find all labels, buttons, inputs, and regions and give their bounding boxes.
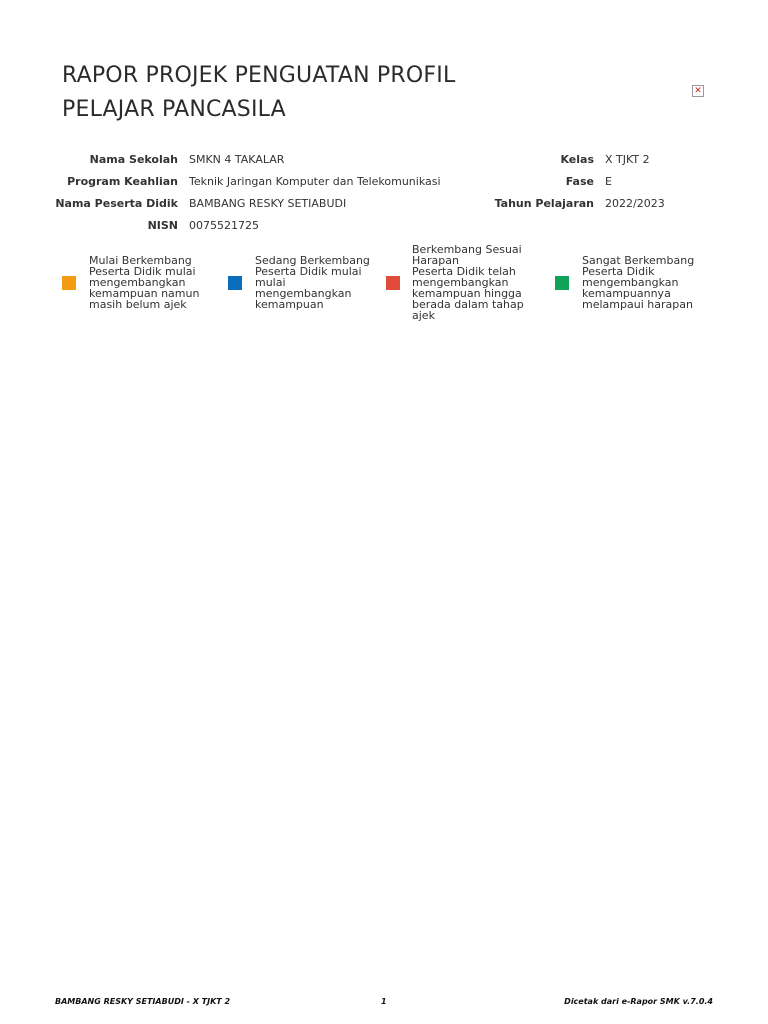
footer-page-number: 1 bbox=[381, 997, 387, 1006]
legend-line: Sangat Berkembang bbox=[582, 254, 695, 267]
legend-line: Peserta Didik mulai bbox=[89, 265, 196, 278]
info-value: SMKN 4 TAKALAR bbox=[189, 153, 285, 166]
legend-line: kemampuannya bbox=[582, 287, 671, 300]
info-label: NISN bbox=[147, 219, 178, 232]
info-row-kelas bbox=[400, 153, 594, 167]
info-label: Kelas bbox=[560, 153, 594, 166]
legend-text-sangat bbox=[582, 255, 694, 310]
legend-line: kemampuan bbox=[255, 298, 324, 311]
legend-line: ajek bbox=[412, 309, 435, 322]
legend-line: Peserta Didik telah bbox=[412, 265, 516, 278]
info-row-nama-sekolah bbox=[0, 153, 178, 167]
legend-swatch-sedang bbox=[228, 276, 242, 290]
legend-line: Mulai Berkembang bbox=[89, 254, 192, 267]
legend-line: mengembangkan bbox=[89, 276, 186, 289]
info-value: X TJKT 2 bbox=[605, 153, 650, 166]
info-value: 0075521725 bbox=[189, 219, 259, 232]
legend-text-sedang bbox=[255, 255, 370, 310]
legend-line: mulai bbox=[255, 276, 286, 289]
footer-printed-by: Dicetak dari e-Rapor SMK v.7.0.4 bbox=[564, 997, 713, 1006]
info-value: BAMBANG RESKY SETIABUDI bbox=[189, 197, 347, 210]
legend-line: mengembangkan bbox=[255, 287, 352, 300]
legend-line: Harapan bbox=[412, 254, 459, 267]
legend-text-sesuai-harapan bbox=[412, 244, 524, 321]
info-row-program-keahlian bbox=[0, 175, 178, 189]
info-value: 2022/2023 bbox=[605, 197, 665, 210]
legend-line: mengembangkan bbox=[412, 276, 509, 289]
info-value: E bbox=[605, 175, 612, 188]
legend-swatch-sangat bbox=[555, 276, 569, 290]
legend-line: melampaui harapan bbox=[582, 298, 693, 311]
info-value: Teknik Jaringan Komputer dan Telekomunikasi bbox=[189, 175, 441, 188]
legend-line: berada dalam tahap bbox=[412, 298, 524, 311]
report-title-line1: RAPOR PROJEK PENGUATAN PROFIL bbox=[62, 63, 456, 88]
legend-text-mulai bbox=[89, 255, 199, 310]
legend-line: kemampuan hingga bbox=[412, 287, 522, 300]
report-title bbox=[62, 59, 622, 127]
info-label: Fase bbox=[565, 175, 594, 188]
info-label: Nama Sekolah bbox=[89, 153, 178, 166]
legend-line: Peserta Didik bbox=[582, 265, 655, 278]
footer-student: BAMBANG RESKY SETIABUDI - X TJKT 2 bbox=[55, 997, 231, 1006]
broken-image-icon: ✕ bbox=[692, 85, 704, 97]
legend-line: Sedang Berkembang bbox=[255, 254, 370, 267]
legend-line: masih belum ajek bbox=[89, 298, 187, 311]
info-label: Program Keahlian bbox=[67, 175, 178, 188]
info-row-tahun-pelajaran bbox=[400, 197, 594, 211]
info-row-fase bbox=[400, 175, 594, 189]
legend-swatch-mulai bbox=[62, 276, 76, 290]
legend-swatch-sesuai-harapan bbox=[386, 276, 400, 290]
legend-line: Peserta Didik mulai bbox=[255, 265, 362, 278]
report-title-line2: PELAJAR PANCASILA bbox=[62, 97, 286, 122]
info-row-nisn bbox=[0, 219, 178, 233]
legend-line: kemampuan namun bbox=[89, 287, 200, 300]
info-row-nama-peserta bbox=[0, 197, 178, 211]
info-label: Tahun Pelajaran bbox=[494, 197, 594, 210]
info-label: Nama Peserta Didik bbox=[55, 197, 178, 210]
legend-line: Berkembang Sesuai bbox=[412, 243, 522, 256]
legend-line: mengembangkan bbox=[582, 276, 679, 289]
